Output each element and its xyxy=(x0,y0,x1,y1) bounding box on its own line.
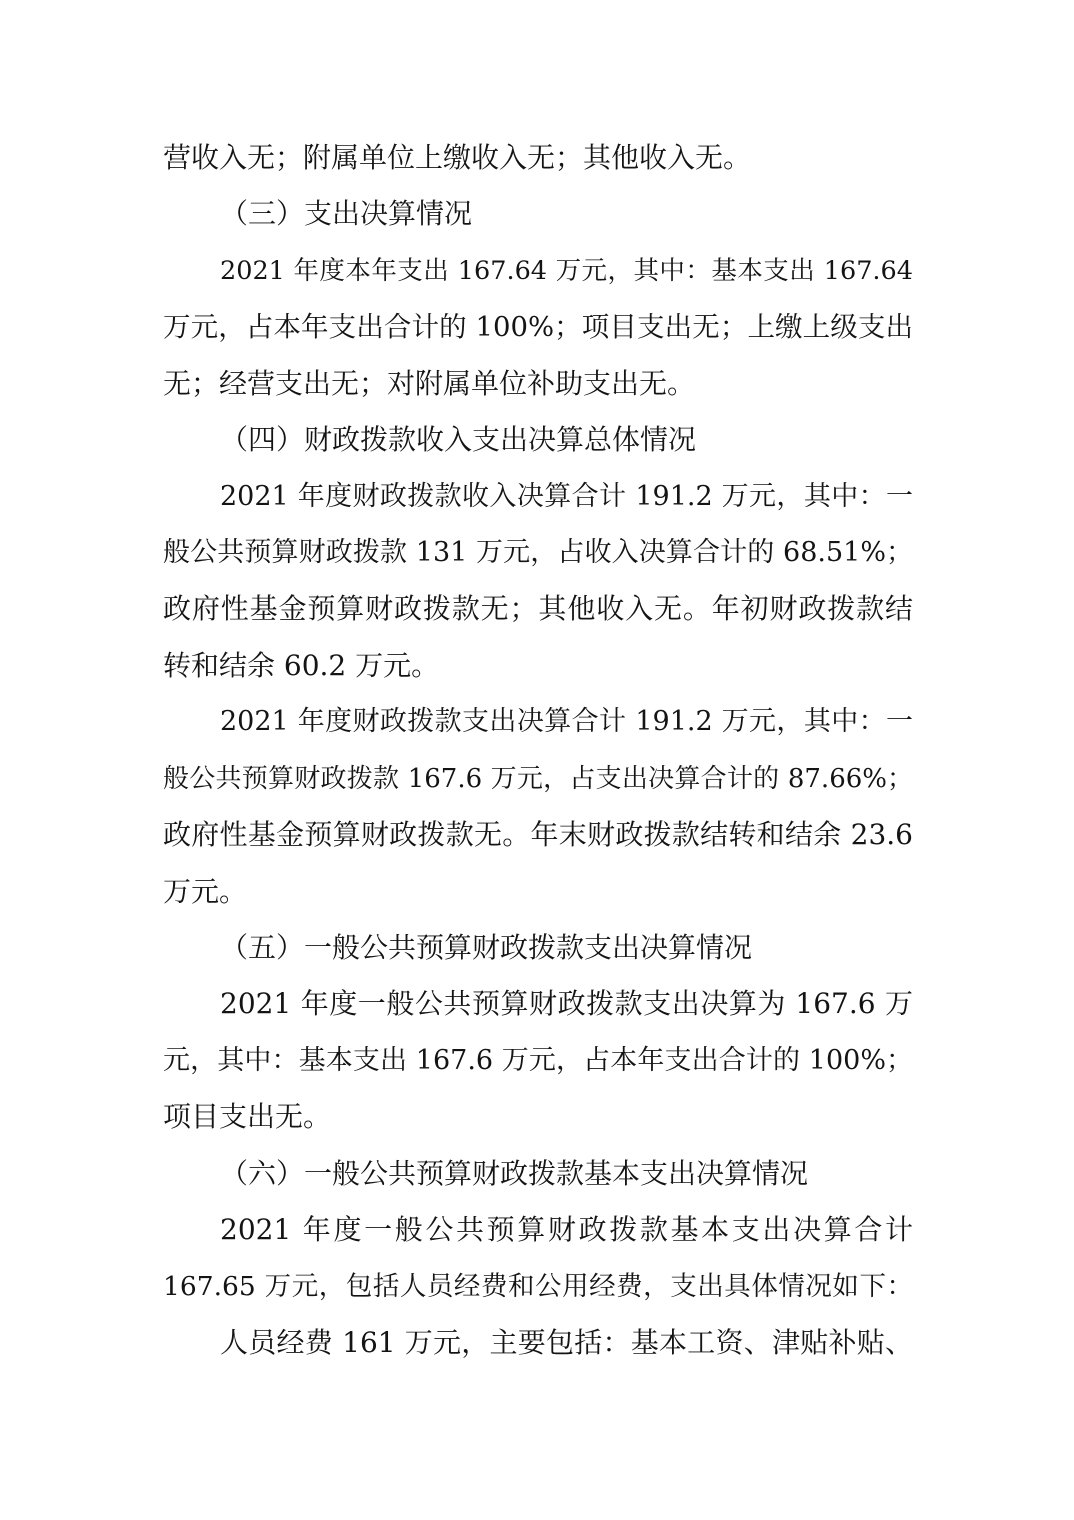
section-heading-4: （四）财政拨款收入支出决算总体情况 xyxy=(220,423,697,456)
section-heading-3: （三）支出决算情况 xyxy=(220,197,473,230)
paragraph-line: 般公共预算财政拨款 131 万元，占收入决算合计的 68.51%； xyxy=(163,537,913,568)
paragraph-line: 人员经费 161 万元，主要包括：基本工资、津贴补贴、 xyxy=(220,1326,913,1359)
paragraph-line: 元，其中：基本支出 167.6 万元，占本年支出合计的 100%； xyxy=(163,1045,913,1076)
paragraph-line: 营收入无；附属单位上缴收入无；其他收入无。 xyxy=(163,141,752,174)
paragraph-line: 政府性基金预算财政拨款无；其他收入无。年初财政拨款结 xyxy=(163,592,913,625)
paragraph-line: 2021 年度财政拨款收入决算合计 191.2 万元，其中：一 xyxy=(220,481,913,512)
paragraph-line: 无；经营支出无；对附属单位补助支出无。 xyxy=(163,367,696,400)
paragraph-line: 167.65 万元，包括人员经费和公用经费，支出具体情况如下： xyxy=(163,1271,913,1302)
paragraph-line: 2021 年度本年支出 167.64 万元，其中：基本支出 167.64 xyxy=(220,256,913,286)
paragraph-line: 2021 年度一般公共预算财政拨款基本支出决算合计 xyxy=(220,1213,913,1246)
section-heading-6: （六）一般公共预算财政拨款基本支出决算情况 xyxy=(220,1157,809,1190)
section-heading-5: （五）一般公共预算财政拨款支出决算情况 xyxy=(220,931,753,964)
paragraph-line: 般公共预算财政拨款 167.6 万元，占支出决算合计的 87.66%； xyxy=(163,764,913,794)
paragraph-line: 项目支出无。 xyxy=(163,1100,332,1133)
paragraph-line: 万元，占本年支出合计的 100%；项目支出无；上缴上级支出 xyxy=(163,311,913,343)
paragraph-line: 万元。 xyxy=(163,875,248,908)
paragraph-line: 转和结余 60.2 万元。 xyxy=(163,649,440,682)
paragraph-line: 政府性基金预算财政拨款无。年末财政拨款结转和结余 23.6 xyxy=(163,818,913,851)
paragraph-line: 2021 年度一般公共预算财政拨款支出决算为 167.6 万 xyxy=(220,987,913,1020)
paragraph-line: 2021 年度财政拨款支出决算合计 191.2 万元，其中：一 xyxy=(220,706,913,737)
